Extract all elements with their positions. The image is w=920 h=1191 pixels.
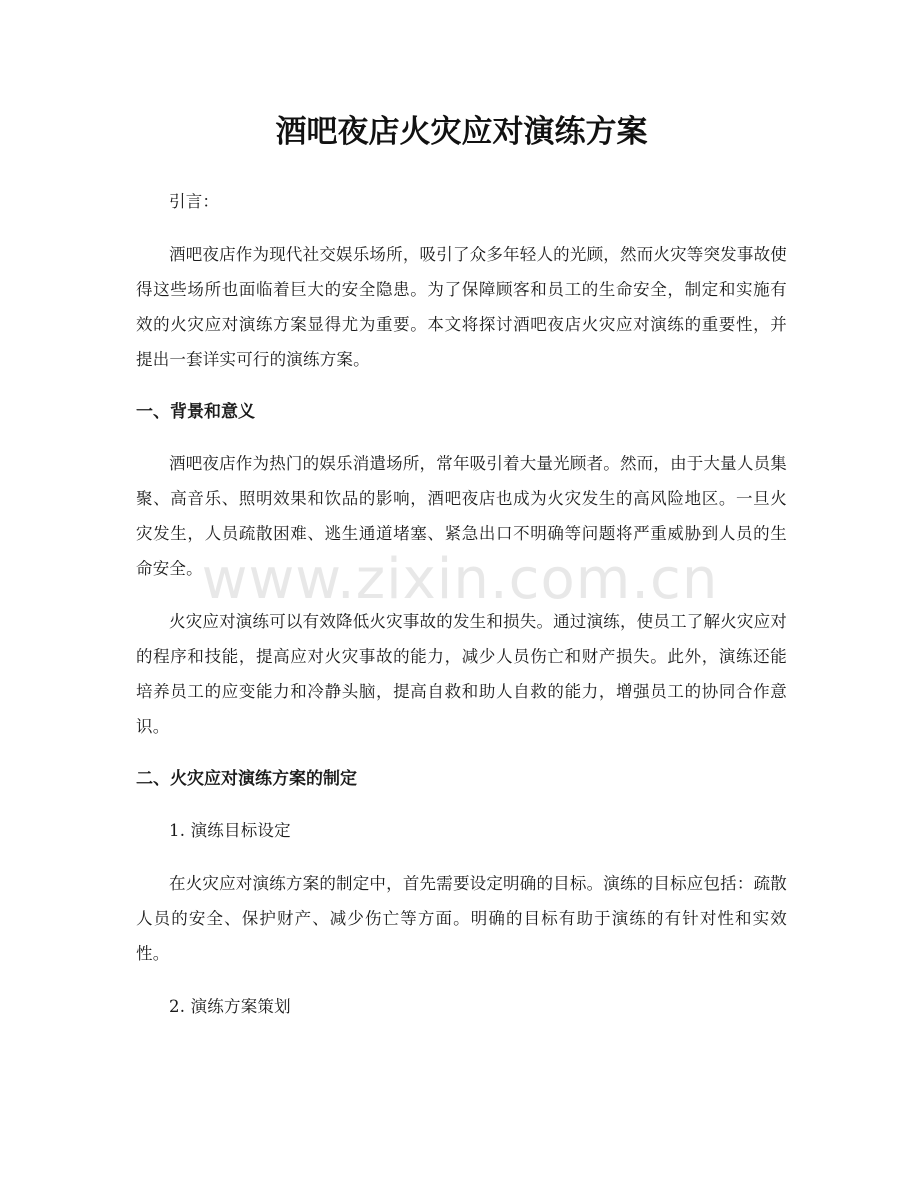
intro-label: 引言： [169,192,220,211]
section1-paragraph1: 酒吧夜店作为热门的娱乐消遣场所，常年吸引着大量光顾者。然而，由于大量人员集聚、高音乐、照明效果和饮品的影响，酒吧夜店也成为火灾发生的高风险地区。一旦火灾发生，人员疏散困难、逃生通道堵塞、紧急出口不明确等问题将严重威胁到人员的生命安全。 [136,454,787,578]
document-title: 酒吧夜店火灾应对演练方案 [275,114,648,150]
section1-heading: 一、背景和意义 [136,402,255,422]
section2-sub2-label: 2. 演练方案策划 [169,997,291,1016]
section1-paragraph2: 火灾应对演练可以有效降低火灾事故的发生和损失。通过演练，使员工了解火灾应对的程序和技能，提高应对火灾事故的能力，减少人员伤亡和财产损失。此外，演练还能培养员工的应变能力和冷静头脑，提高自救和助人自救的能力，增强员工的协同合作意识。 [136,612,787,736]
section2-heading: 二、火灾应对演练方案的制定 [136,769,357,789]
section2-sub1-label: 1. 演练目标设定 [169,821,291,840]
section2-sub1-paragraph: 在火灾应对演练方案的制定中，首先需要设定明确的目标。演练的目标应包括：疏散人员的安全、保护财产、减少伤亡等方面。明确的目标有助于演练的有针对性和实效性。 [136,874,787,963]
intro-paragraph: 酒吧夜店作为现代社交娱乐场所，吸引了众多年轻人的光顾，然而火灾等突发事故使得这些场所也面临着巨大的安全隐患。为了保障顾客和员工的生命安全，制定和实施有效的火灾应对演练方案显得尤为重要。本文将探讨酒吧夜店火灾应对演练的重要性，并提出一套详实可行的演练方案。 [136,245,787,369]
watermark-text: www.zixin.com.cn [201,547,719,612]
